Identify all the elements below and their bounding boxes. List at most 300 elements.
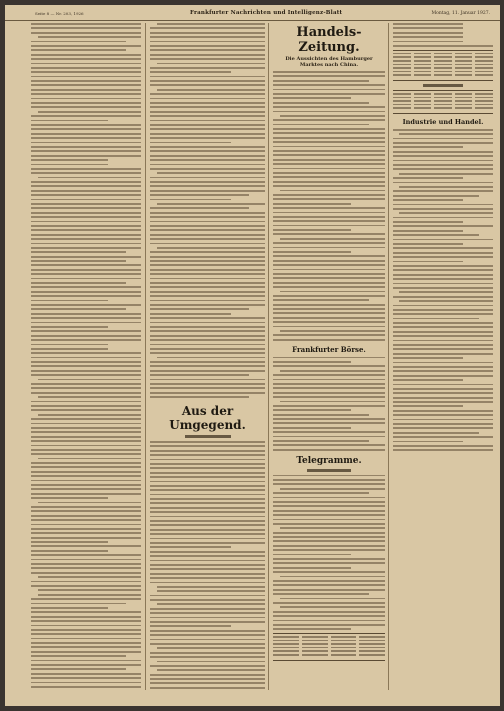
text-line xyxy=(31,322,141,324)
text-line xyxy=(393,436,493,438)
text-line xyxy=(273,405,385,407)
text-line xyxy=(150,608,265,610)
text-line xyxy=(150,392,265,394)
issue-date: Montag, 11. Januar 1927. xyxy=(431,11,490,16)
text-line xyxy=(273,549,385,551)
text-line xyxy=(31,405,141,407)
text-line xyxy=(273,212,385,214)
column-1 xyxy=(31,23,141,690)
text-line xyxy=(273,422,385,424)
text-line xyxy=(273,392,385,394)
text-line xyxy=(273,593,369,595)
text-line xyxy=(273,137,385,139)
text-line xyxy=(31,554,141,556)
text-line xyxy=(31,150,141,152)
text-line xyxy=(157,63,265,65)
text-line xyxy=(273,361,351,363)
text-line xyxy=(393,142,493,144)
text-line xyxy=(273,168,385,170)
text-line xyxy=(150,595,265,597)
text-line xyxy=(273,317,385,319)
text-line xyxy=(31,401,141,403)
section-heading-industrie: Industrie und Handel. xyxy=(402,117,484,126)
text-line xyxy=(273,479,385,481)
text-line xyxy=(150,41,265,43)
text-line xyxy=(150,441,265,443)
text-line xyxy=(150,308,249,310)
text-line xyxy=(31,330,141,332)
text-line xyxy=(273,554,351,556)
text-line xyxy=(393,45,493,47)
text-line xyxy=(31,616,141,618)
text-line xyxy=(273,475,385,477)
text-line xyxy=(31,164,108,166)
text-line xyxy=(150,533,265,535)
text-line xyxy=(273,203,351,205)
text-line xyxy=(157,669,265,671)
section-heading-telegramme: Telegramme. xyxy=(296,455,362,466)
text-line xyxy=(31,63,141,65)
text-line xyxy=(31,295,141,297)
text-line xyxy=(273,396,385,398)
text-line xyxy=(393,23,463,25)
text-line xyxy=(393,160,493,162)
text-line xyxy=(273,540,385,542)
text-line xyxy=(31,181,141,183)
text-line xyxy=(393,362,493,364)
text-line xyxy=(150,348,265,350)
text-line xyxy=(31,207,141,209)
text-line xyxy=(31,370,141,372)
text-line xyxy=(150,115,265,117)
text-line xyxy=(31,625,141,627)
text-line xyxy=(273,523,385,525)
text-line xyxy=(273,141,385,143)
page-header xyxy=(5,8,500,21)
text-line xyxy=(150,652,265,654)
text-line xyxy=(393,256,493,258)
text-line xyxy=(393,344,493,346)
text-line xyxy=(393,441,463,443)
text-line xyxy=(393,234,479,236)
text-line xyxy=(273,312,385,314)
text-line xyxy=(31,326,108,328)
text-line xyxy=(31,673,141,675)
text-line xyxy=(31,67,141,69)
text-line xyxy=(393,252,493,254)
text-line xyxy=(31,190,141,192)
text-line xyxy=(31,506,141,508)
column-divider xyxy=(145,23,146,690)
subheading xyxy=(185,435,231,438)
text-line xyxy=(31,418,141,420)
text-line xyxy=(31,146,141,148)
text-line xyxy=(393,36,463,38)
text-line xyxy=(150,621,265,623)
text-line xyxy=(273,334,385,336)
text-line xyxy=(150,682,265,684)
text-line xyxy=(393,423,493,425)
text-line xyxy=(393,335,493,337)
text-line xyxy=(31,212,141,214)
text-line xyxy=(273,128,385,130)
text-line xyxy=(150,560,265,562)
text-line xyxy=(273,558,385,560)
article-subtitle: Die Aussichten des Hamburger Marktes nach China. xyxy=(285,56,373,68)
text-line xyxy=(150,36,265,38)
text-line xyxy=(150,365,265,367)
text-line xyxy=(31,45,141,47)
text-line xyxy=(273,611,385,613)
text-line xyxy=(280,370,385,372)
text-line xyxy=(31,524,141,526)
text-line xyxy=(31,199,141,201)
text-line xyxy=(31,541,108,543)
text-line xyxy=(150,463,265,465)
text-line xyxy=(393,247,493,249)
text-line xyxy=(31,308,126,310)
text-line xyxy=(393,449,493,451)
text-line xyxy=(273,264,385,266)
text-line xyxy=(150,339,265,341)
text-line xyxy=(31,559,141,561)
text-line xyxy=(273,124,369,126)
text-line xyxy=(31,651,141,653)
text-line xyxy=(31,431,141,433)
text-line xyxy=(150,260,265,262)
text-line xyxy=(31,585,141,587)
text-line xyxy=(393,287,493,289)
text-line xyxy=(31,286,141,288)
text-line xyxy=(393,296,493,298)
text-line xyxy=(273,80,369,82)
text-line xyxy=(399,291,493,293)
text-line xyxy=(273,150,385,152)
page-number-date: Seite 8 — Nr. 203, 1926 xyxy=(35,11,84,16)
text-line xyxy=(31,27,141,29)
market-table xyxy=(393,50,493,81)
text-line xyxy=(150,291,265,293)
text-line xyxy=(150,481,265,483)
text-line xyxy=(393,138,493,140)
text-line xyxy=(150,84,265,86)
text-line xyxy=(393,199,463,201)
text-line xyxy=(31,172,141,174)
text-line xyxy=(150,264,265,266)
text-line xyxy=(31,537,141,539)
text-line xyxy=(280,330,385,332)
text-line xyxy=(31,642,141,644)
text-line xyxy=(273,299,369,301)
text-line xyxy=(157,357,265,359)
text-line xyxy=(393,379,463,381)
text-line xyxy=(273,562,385,564)
text-line xyxy=(150,542,265,544)
text-line xyxy=(393,208,493,210)
text-line xyxy=(393,366,493,368)
text-line xyxy=(31,655,126,657)
text-line xyxy=(31,453,141,455)
text-line xyxy=(150,32,265,34)
text-line xyxy=(273,492,369,494)
text-line xyxy=(31,515,141,517)
text-line xyxy=(157,247,265,249)
text-line xyxy=(150,370,265,372)
text-line xyxy=(393,322,493,324)
text-line xyxy=(157,586,265,588)
column-divider xyxy=(268,23,269,690)
text-line xyxy=(150,450,265,452)
text-line xyxy=(273,89,385,91)
text-line xyxy=(31,32,141,34)
text-line xyxy=(393,243,463,245)
text-line xyxy=(150,383,265,385)
text-line xyxy=(150,159,265,161)
text-line xyxy=(393,397,493,399)
text-line xyxy=(273,414,369,416)
text-line xyxy=(31,234,141,236)
text-line xyxy=(393,155,493,157)
text-line xyxy=(38,576,141,578)
text-line xyxy=(31,392,141,394)
text-line xyxy=(38,414,141,416)
text-line xyxy=(31,629,141,631)
section-heading-umgegend: Aus der Umgegend. xyxy=(169,404,246,432)
text-line xyxy=(31,427,141,429)
text-line xyxy=(150,352,265,354)
text-line xyxy=(31,221,141,223)
text-line xyxy=(273,97,351,99)
text-line xyxy=(393,27,463,29)
text-line xyxy=(38,458,141,460)
text-line xyxy=(150,58,265,60)
page-footer xyxy=(5,694,500,704)
text-line xyxy=(273,532,385,534)
text-line xyxy=(150,278,265,280)
text-line xyxy=(157,172,265,174)
text-line xyxy=(273,216,385,218)
text-line xyxy=(280,401,385,403)
text-line xyxy=(31,247,141,249)
text-line xyxy=(150,98,265,100)
text-line xyxy=(150,251,265,253)
text-line xyxy=(31,436,141,438)
text-line xyxy=(393,129,493,131)
text-line xyxy=(393,225,493,227)
text-line xyxy=(157,23,265,25)
text-line xyxy=(150,476,265,478)
text-line xyxy=(280,606,385,608)
text-line xyxy=(399,186,493,188)
text-line xyxy=(150,379,265,381)
text-line xyxy=(280,238,385,240)
text-line xyxy=(273,255,385,257)
text-line xyxy=(273,580,385,582)
text-line xyxy=(150,238,265,240)
text-line xyxy=(150,485,265,487)
text-line xyxy=(273,571,385,573)
text-line xyxy=(150,256,265,258)
text-line xyxy=(38,502,141,504)
text-line xyxy=(31,484,141,486)
text-line xyxy=(273,119,385,121)
text-line xyxy=(31,365,141,367)
text-line xyxy=(150,168,265,170)
text-line xyxy=(31,133,141,135)
text-line xyxy=(31,348,108,350)
text-line xyxy=(31,49,126,51)
text-line xyxy=(273,418,385,420)
text-line xyxy=(31,128,141,130)
text-line xyxy=(393,445,493,447)
text-line xyxy=(31,168,141,170)
text-line xyxy=(273,242,385,244)
text-line xyxy=(150,472,265,474)
text-line xyxy=(150,212,265,214)
text-line xyxy=(31,185,141,187)
text-line xyxy=(273,321,385,323)
text-line xyxy=(150,49,265,51)
text-line xyxy=(273,163,385,165)
text-line xyxy=(150,520,265,522)
text-line xyxy=(150,102,265,104)
column-4 xyxy=(393,23,493,690)
text-line xyxy=(31,567,141,569)
text-line xyxy=(150,300,265,302)
text-line xyxy=(273,624,385,626)
text-line xyxy=(150,467,265,469)
text-line xyxy=(393,41,463,43)
text-line xyxy=(31,243,141,245)
text-line xyxy=(150,93,265,95)
text-line xyxy=(31,440,141,442)
text-line xyxy=(150,27,265,29)
text-line xyxy=(38,594,141,596)
text-line xyxy=(150,374,249,376)
text-line xyxy=(273,102,369,104)
text-line xyxy=(273,71,385,73)
text-line xyxy=(31,361,141,363)
text-line xyxy=(280,488,385,490)
text-line xyxy=(150,687,265,689)
section-heading-boerse: Frankfurter Börse. xyxy=(292,344,366,354)
text-line xyxy=(280,115,385,117)
text-line xyxy=(31,445,141,447)
text-line xyxy=(150,45,265,47)
text-line xyxy=(31,545,141,547)
text-line xyxy=(31,71,141,73)
subheading xyxy=(307,469,352,472)
text-line xyxy=(157,661,265,663)
text-line xyxy=(157,647,265,649)
text-line xyxy=(150,678,265,680)
text-line xyxy=(273,277,385,279)
text-line xyxy=(393,32,463,34)
text-line xyxy=(393,348,493,350)
text-line xyxy=(150,516,265,518)
text-line xyxy=(273,282,385,284)
text-line xyxy=(393,195,479,197)
text-line xyxy=(393,230,463,232)
text-line xyxy=(280,291,385,293)
text-line xyxy=(393,375,493,377)
newspaper-page xyxy=(5,5,500,706)
text-line xyxy=(38,396,141,398)
text-line xyxy=(273,501,385,503)
text-line xyxy=(150,322,265,324)
text-line xyxy=(31,668,126,670)
text-line xyxy=(31,120,108,122)
text-line xyxy=(31,251,126,253)
column-divider xyxy=(388,23,389,690)
text-line xyxy=(31,449,141,451)
text-line xyxy=(273,154,385,156)
text-line xyxy=(393,357,463,359)
text-line xyxy=(273,273,385,275)
text-line xyxy=(393,190,493,192)
text-line xyxy=(31,357,141,359)
text-line xyxy=(31,581,141,583)
text-line xyxy=(273,589,385,591)
text-line xyxy=(150,216,265,218)
text-line xyxy=(31,344,108,346)
text-line xyxy=(273,449,385,451)
text-line xyxy=(31,677,141,679)
text-line xyxy=(150,317,265,319)
text-line xyxy=(393,305,493,307)
text-line xyxy=(273,269,385,271)
text-line xyxy=(150,612,265,614)
text-line xyxy=(273,172,385,174)
text-line xyxy=(150,656,265,658)
text-line xyxy=(38,589,141,591)
text-line xyxy=(31,84,141,86)
text-line xyxy=(273,75,385,77)
text-line xyxy=(273,93,385,95)
text-line xyxy=(31,493,141,495)
text-line xyxy=(280,190,385,192)
text-line xyxy=(150,599,265,601)
text-line xyxy=(150,546,231,548)
text-line xyxy=(150,128,265,130)
text-line xyxy=(393,388,493,390)
text-line xyxy=(150,54,265,56)
text-line xyxy=(150,555,265,557)
text-line xyxy=(280,576,385,578)
text-line xyxy=(31,155,141,157)
text-line xyxy=(150,361,265,363)
text-line xyxy=(31,466,141,468)
text-line xyxy=(31,89,141,91)
text-line xyxy=(31,41,126,43)
text-line xyxy=(31,256,141,258)
text-line xyxy=(273,409,351,411)
text-line xyxy=(150,304,265,306)
text-line xyxy=(150,335,265,337)
text-line xyxy=(150,181,265,183)
text-line xyxy=(31,462,141,464)
text-line xyxy=(150,313,231,315)
text-line xyxy=(393,221,463,223)
text-line xyxy=(150,234,265,236)
text-line xyxy=(31,102,141,104)
text-line xyxy=(393,331,493,333)
text-line xyxy=(31,273,141,275)
text-line xyxy=(393,313,493,315)
text-line xyxy=(150,133,265,135)
text-line xyxy=(31,278,141,280)
text-line xyxy=(31,216,141,218)
